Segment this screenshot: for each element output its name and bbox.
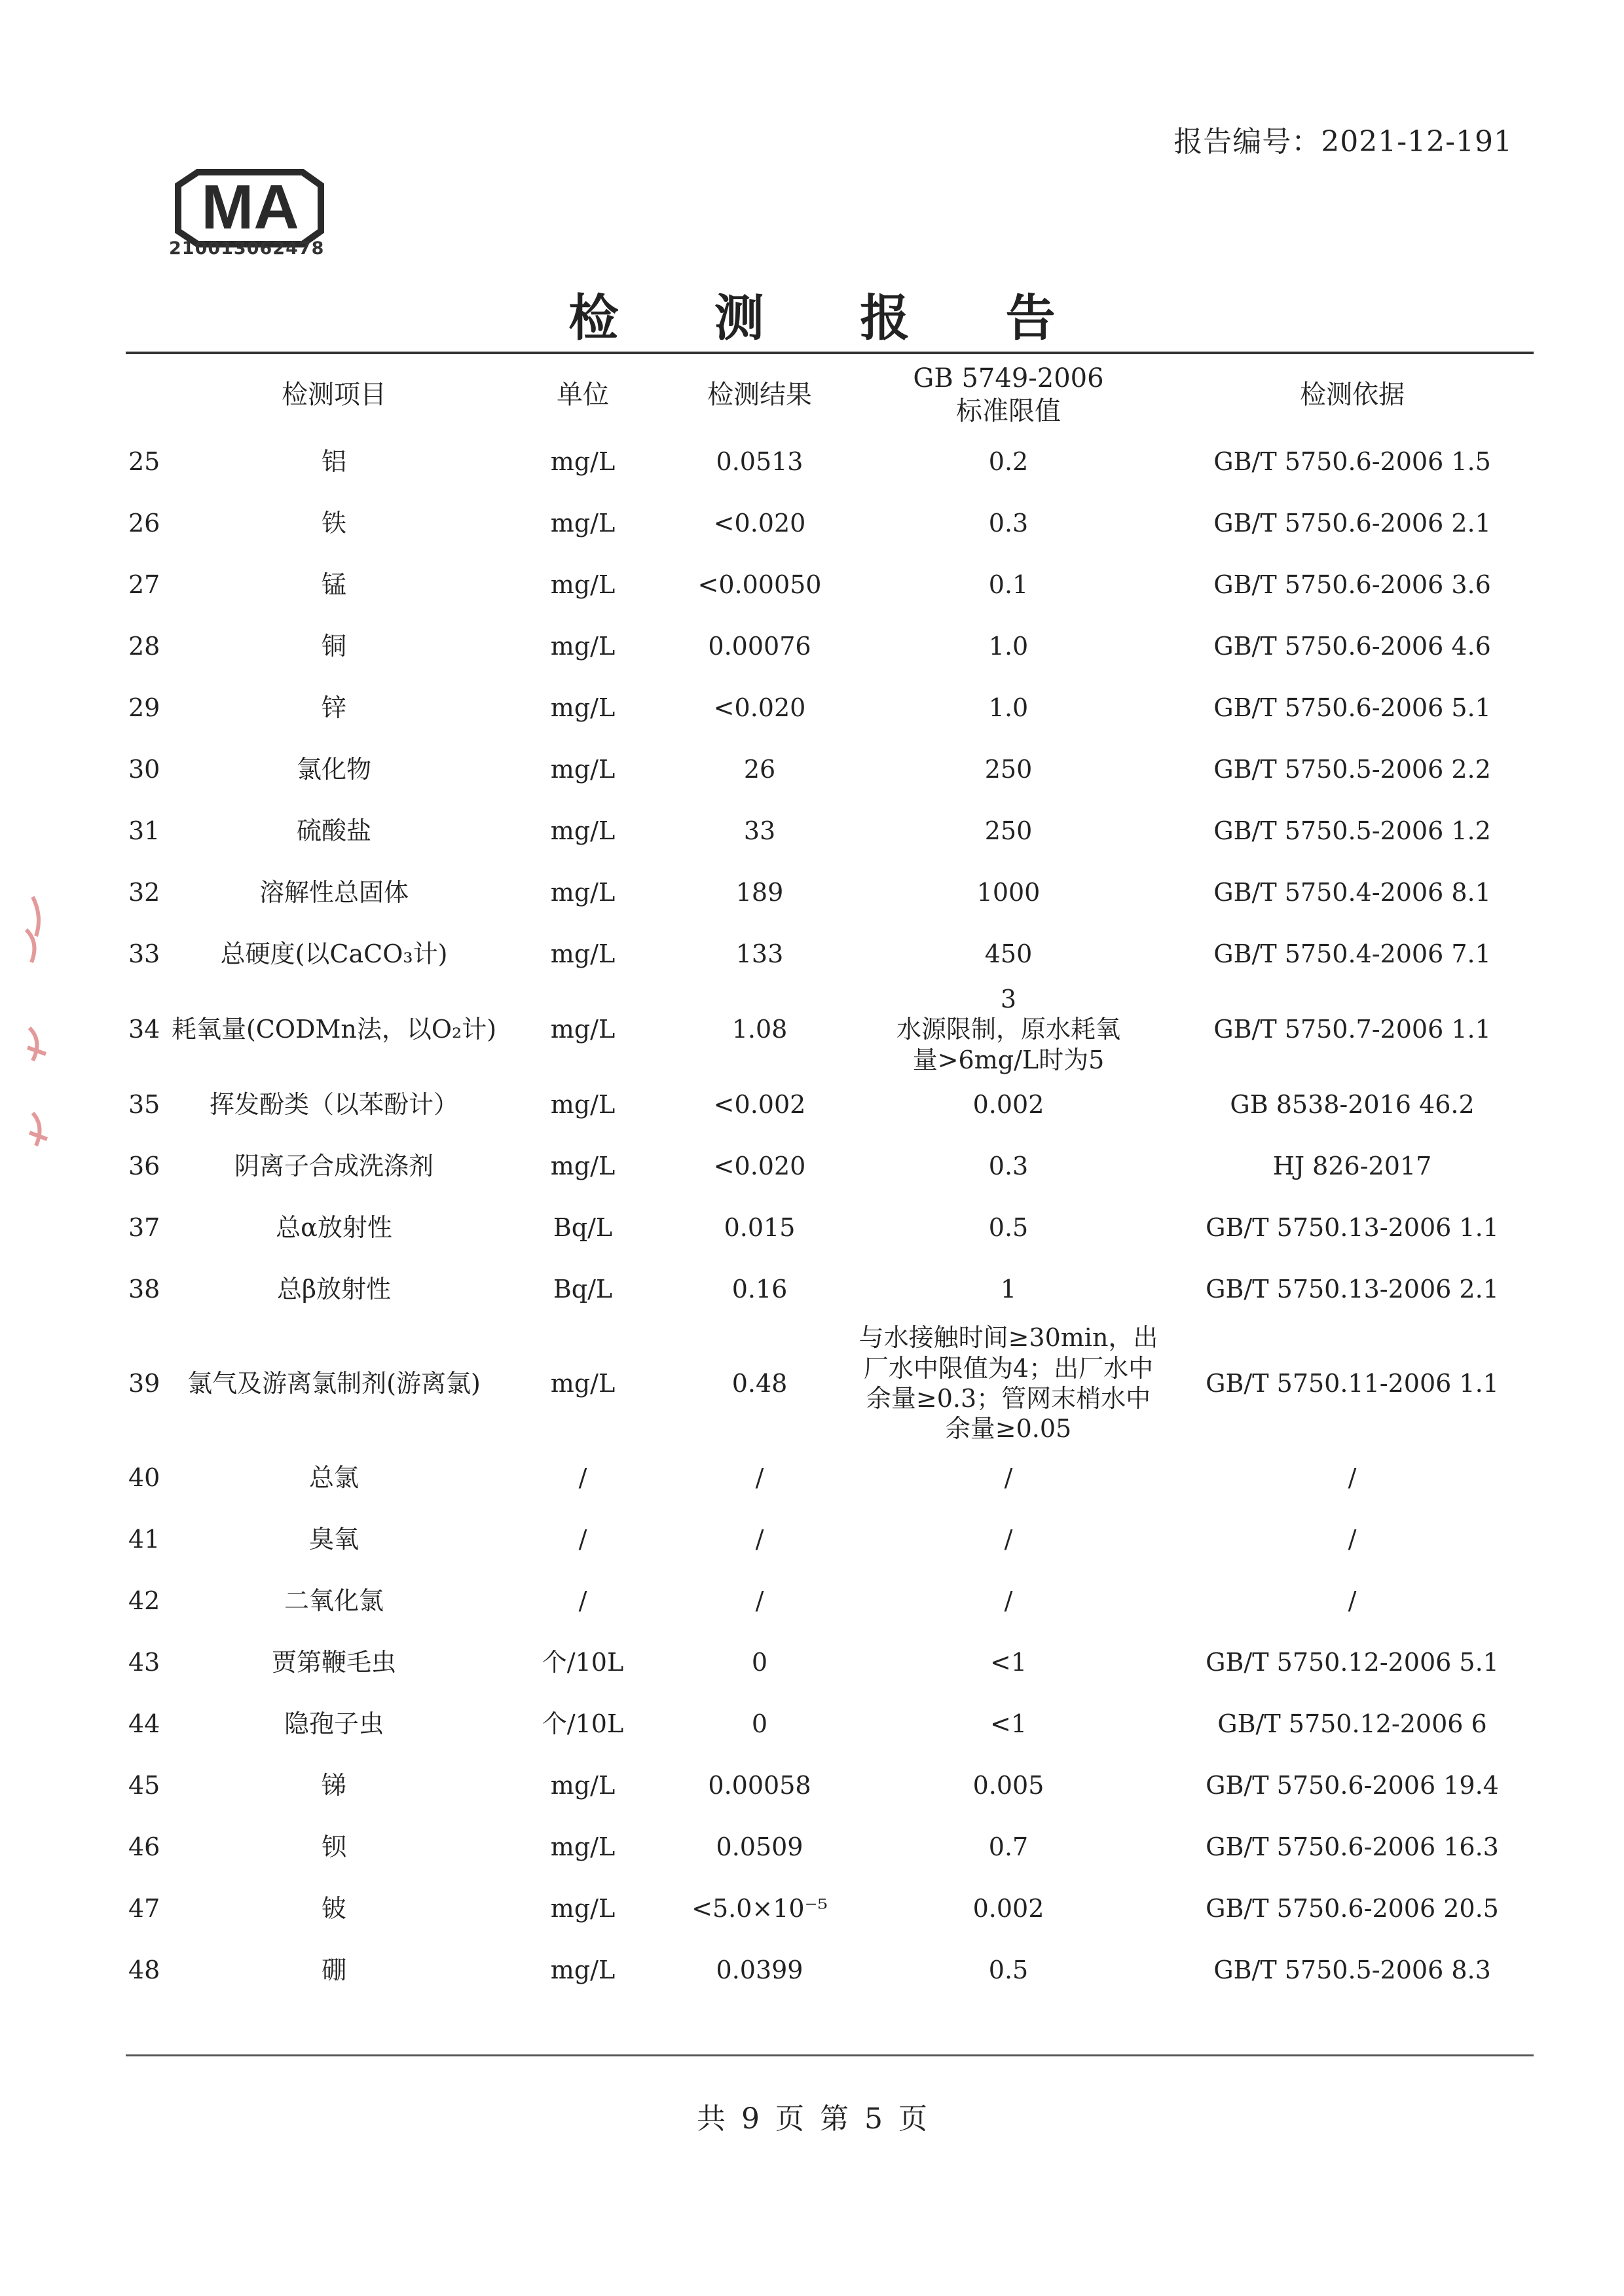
column-header-limit-label: 标准限值 (956, 396, 1061, 426)
column-header-limit (845, 359, 1172, 431)
unit: mg/L (550, 1089, 616, 1119)
unit: Bq/L (553, 1274, 613, 1303)
table-row (0, 738, 1624, 800)
unit: mg/L (550, 1368, 616, 1398)
row-number: 32 (128, 877, 160, 907)
standard-limit: / (1004, 1463, 1013, 1492)
result: 0.0509 (716, 1832, 803, 1861)
table-row (0, 1939, 1624, 2001)
item-name: 铝 (321, 446, 346, 476)
result: 0 (751, 1647, 768, 1677)
row-number: 36 (128, 1151, 160, 1180)
standard-limit: 1 (1000, 1274, 1017, 1303)
result: 0.0399 (716, 1955, 803, 1984)
row-number: 29 (128, 693, 160, 722)
item-name: 总α放射性 (276, 1212, 392, 1242)
standard-limit: 0.002 (972, 1089, 1044, 1119)
column-header-item: 检测项目 (282, 380, 386, 410)
standard-limit: 1.0 (988, 631, 1029, 661)
table-row (0, 1197, 1624, 1258)
partial-seal-stamp (13, 890, 59, 1205)
row-number: 43 (128, 1647, 160, 1677)
row-number: 46 (128, 1832, 160, 1861)
standard-limit (845, 1320, 1172, 1447)
item-name: 总β放射性 (277, 1274, 391, 1303)
column-header-result: 检测结果 (707, 380, 812, 410)
result: 0.00076 (708, 631, 811, 661)
standard-limit: 1.0 (988, 693, 1029, 722)
row-number: 30 (128, 754, 160, 784)
item-name: 阴离子合成洗涤剂 (234, 1151, 434, 1180)
result: 0.015 (724, 1212, 796, 1242)
table-row (0, 1508, 1624, 1570)
test-basis: GB/T 5750.13-2006 2.1 (1206, 1274, 1499, 1303)
standard-limit: / (1004, 1524, 1013, 1554)
row-number: 40 (128, 1463, 160, 1492)
table-row (0, 923, 1624, 985)
result: 133 (735, 939, 784, 968)
row-number: 28 (128, 631, 160, 661)
standard-limit-line: 水源限制，原水耗氧 (896, 1015, 1120, 1044)
result: <0.020 (713, 508, 806, 538)
standard-limit: 0.005 (972, 1770, 1044, 1800)
standard-limit: <1 (989, 1647, 1027, 1677)
standard-limit: 250 (984, 754, 1033, 784)
item-name: 挥发酚类（以苯酚计） (209, 1089, 458, 1119)
test-basis: GB/T 5750.13-2006 1.1 (1206, 1212, 1499, 1242)
row-number: 26 (128, 508, 160, 538)
result: / (755, 1586, 764, 1615)
unit: mg/L (550, 877, 616, 907)
row-number: 44 (128, 1709, 160, 1738)
unit: mg/L (550, 939, 616, 968)
row-number: 37 (128, 1212, 160, 1242)
unit: Bq/L (553, 1212, 613, 1242)
item-name: 臭氧 (308, 1524, 359, 1554)
test-basis: GB/T 5750.5-2006 1.2 (1213, 816, 1491, 845)
row-number: 33 (128, 939, 160, 968)
test-basis: GB/T 5750.12-2006 6 (1217, 1709, 1487, 1738)
standard-limit-line: 量>6mg/L时为5 (912, 1045, 1105, 1074)
result: <0.020 (713, 693, 806, 722)
unit: mg/L (550, 1955, 616, 1984)
result: 0.00058 (708, 1770, 811, 1800)
test-basis: GB/T 5750.6-2006 19.4 (1206, 1770, 1499, 1800)
table-row (0, 1878, 1624, 1939)
test-basis: / (1348, 1524, 1357, 1554)
test-basis: GB 8538-2016 46.2 (1230, 1089, 1475, 1119)
table-row (0, 492, 1624, 554)
result: 0.16 (731, 1274, 788, 1303)
unit: mg/L (550, 1893, 616, 1923)
table-row (0, 1320, 1624, 1447)
table-row (0, 554, 1624, 615)
standard-limit-line: 与水接触时间≥30min，出 (858, 1323, 1158, 1353)
unit: 个/10L (542, 1709, 624, 1738)
standard-limit: 0.5 (988, 1955, 1029, 1984)
standard-limit (845, 985, 1172, 1074)
standard-limit: <1 (989, 1709, 1027, 1738)
unit: mg/L (550, 754, 616, 784)
standard-limit: 0.3 (988, 508, 1029, 538)
standard-limit-line: 厂水中限值为4；出厂水中 (863, 1353, 1154, 1383)
test-basis: GB/T 5750.7-2006 1.1 (1213, 1015, 1491, 1044)
table-row (0, 985, 1624, 1074)
page-title: 检 测 报 告 (568, 289, 1095, 347)
result: 0.48 (731, 1368, 788, 1398)
header-divider (126, 352, 1534, 354)
unit: mg/L (550, 1770, 616, 1800)
row-number: 39 (128, 1368, 160, 1398)
table-row (0, 1258, 1624, 1320)
table-row (0, 1447, 1624, 1508)
test-basis: GB/T 5750.12-2006 5.1 (1206, 1647, 1499, 1677)
table-row (0, 615, 1624, 677)
row-number: 38 (128, 1274, 160, 1303)
row-number: 34 (128, 1015, 160, 1044)
column-header-unit: 单位 (557, 380, 609, 410)
table-row (0, 1816, 1624, 1878)
result: <0.020 (713, 1151, 806, 1180)
unit: 个/10L (542, 1647, 624, 1677)
unit: mg/L (550, 816, 616, 845)
standard-limit-line: 余量≥0.3；管网末梢水中 (866, 1384, 1151, 1413)
row-number: 48 (128, 1955, 160, 1984)
item-name: 氯化物 (296, 754, 371, 784)
unit: / (578, 1586, 587, 1615)
result: <0.00050 (697, 570, 822, 599)
table-row (0, 431, 1624, 492)
unit: / (578, 1524, 587, 1554)
test-basis: GB/T 5750.6-2006 4.6 (1213, 631, 1491, 661)
standard-limit: 250 (984, 816, 1033, 845)
test-basis: GB/T 5750.6-2006 5.1 (1213, 693, 1491, 722)
table-row (0, 1693, 1624, 1755)
table-row (0, 800, 1624, 862)
test-basis: HJ 826-2017 (1272, 1151, 1432, 1180)
item-name: 总硬度(以CaCO₃计) (220, 939, 448, 968)
table-row (0, 1755, 1624, 1816)
unit: mg/L (550, 1151, 616, 1180)
table-row (0, 1570, 1624, 1631)
item-name: 锰 (321, 570, 346, 599)
standard-limit: 1000 (976, 877, 1041, 907)
table-row (0, 1074, 1624, 1135)
item-name: 贾第鞭毛虫 (271, 1647, 396, 1677)
item-name: 氯气及游离氯制剂(游离氯) (187, 1368, 481, 1398)
test-basis: GB/T 5750.6-2006 16.3 (1206, 1832, 1499, 1861)
standard-limit-line: 3 (1000, 984, 1017, 1013)
test-basis: / (1348, 1463, 1357, 1492)
unit: mg/L (550, 1832, 616, 1861)
row-number: 42 (128, 1586, 160, 1615)
footer-divider (126, 2054, 1534, 2056)
test-basis: GB/T 5750.5-2006 8.3 (1213, 1955, 1491, 1984)
item-name: 铜 (321, 631, 346, 661)
result: 0.0513 (716, 446, 803, 476)
standard-limit: 0.002 (972, 1893, 1044, 1923)
result: <0.002 (713, 1089, 806, 1119)
test-basis: / (1348, 1586, 1357, 1615)
result: / (755, 1463, 764, 1492)
result: 189 (735, 877, 784, 907)
row-number: 31 (128, 816, 160, 845)
row-number: 25 (128, 446, 160, 476)
result: 0 (751, 1709, 768, 1738)
row-number: 27 (128, 570, 160, 599)
standard-limit: 0.1 (988, 570, 1029, 599)
standard-limit: 0.5 (988, 1212, 1029, 1242)
unit: mg/L (550, 570, 616, 599)
table-row (0, 862, 1624, 923)
table-row (0, 677, 1624, 738)
unit: / (578, 1463, 587, 1492)
standard-limit: 0.7 (988, 1832, 1029, 1861)
item-name: 钡 (321, 1832, 346, 1861)
item-name: 硼 (321, 1955, 346, 1984)
test-basis: GB/T 5750.6-2006 20.5 (1206, 1893, 1499, 1923)
table-row (0, 1631, 1624, 1693)
result: <5.0×10⁻⁵ (692, 1893, 828, 1923)
unit: mg/L (550, 1015, 616, 1044)
test-basis: GB/T 5750.4-2006 7.1 (1213, 939, 1491, 968)
unit: mg/L (550, 693, 616, 722)
standard-limit: 0.2 (988, 446, 1029, 476)
item-name: 硫酸盐 (296, 816, 371, 845)
row-number: 41 (128, 1524, 160, 1554)
standard-limit-line: 余量≥0.05 (945, 1414, 1072, 1444)
item-name: 隐孢子虫 (284, 1709, 384, 1738)
standard-limit: / (1004, 1586, 1013, 1615)
row-number: 45 (128, 1770, 160, 1800)
item-name: 二氧化氯 (284, 1586, 384, 1615)
test-basis: GB/T 5750.4-2006 8.1 (1213, 877, 1491, 907)
report-number: 报告编号：2021-12-191 (1173, 125, 1513, 158)
row-number: 47 (128, 1893, 160, 1923)
test-basis: GB/T 5750.6-2006 1.5 (1213, 446, 1491, 476)
page-counter: 共 9 页 第 5 页 (697, 2102, 927, 2136)
item-name: 锌 (321, 693, 346, 722)
result: 26 (743, 754, 776, 784)
item-name: 铁 (321, 508, 346, 538)
item-name: 铍 (321, 1893, 346, 1923)
item-name: 耗氧量(CODMn法，以O₂计) (171, 1015, 497, 1044)
column-header-limit-standard: GB 5749-2006 (913, 363, 1104, 393)
test-basis: GB/T 5750.11-2006 1.1 (1206, 1368, 1499, 1398)
item-name: 总氯 (308, 1463, 359, 1492)
result: 33 (743, 816, 776, 845)
unit: mg/L (550, 446, 616, 476)
standard-limit: 0.3 (988, 1151, 1029, 1180)
column-header-basis: 检测依据 (1300, 380, 1405, 410)
cma-logo-text: MA (201, 172, 299, 242)
row-number: 35 (128, 1089, 160, 1119)
standard-limit: 450 (984, 939, 1033, 968)
test-basis: GB/T 5750.6-2006 3.6 (1213, 570, 1491, 599)
test-basis: GB/T 5750.5-2006 2.2 (1213, 754, 1491, 784)
item-name: 锑 (321, 1770, 346, 1800)
result: / (755, 1524, 764, 1554)
item-name: 溶解性总固体 (259, 877, 409, 907)
cma-code: 210013062478 (169, 238, 325, 259)
table-row (0, 1135, 1624, 1197)
unit: mg/L (550, 631, 616, 661)
result: 1.08 (731, 1015, 788, 1044)
unit: mg/L (550, 508, 616, 538)
test-basis: GB/T 5750.6-2006 2.1 (1213, 508, 1491, 538)
